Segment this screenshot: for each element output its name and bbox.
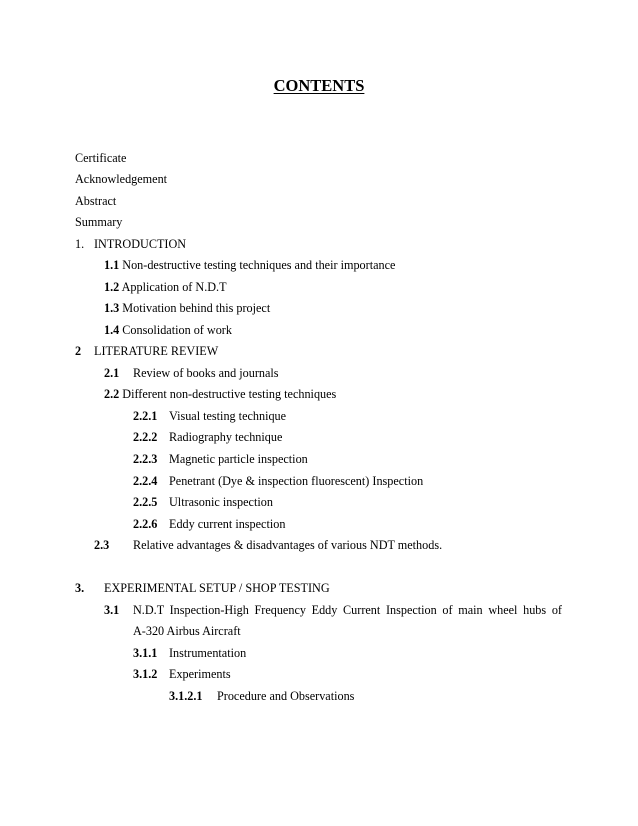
toc-entry-1-2 (104, 279, 227, 295)
section-number: 1.3 (104, 301, 120, 315)
toc-entry-2-2-2-number: 2.2.2 (133, 430, 158, 444)
section-title: Different non-destructive testing techniques (122, 387, 337, 401)
toc-entry-2-2-5-number: 2.2.5 (133, 495, 158, 509)
toc-entry-3-1-2-number: 3.1.2 (133, 667, 158, 681)
section-number: 1.2 (104, 280, 120, 294)
toc-entry-1-1 (104, 257, 395, 273)
toc-entry-2-2-5-title: Ultrasonic inspection (169, 495, 273, 509)
toc-entry-2-2-1-title: Visual testing technique (169, 409, 287, 423)
toc-entry-3-1-title-line2: A-320 Airbus Aircraft (133, 624, 241, 638)
section-title: Non-destructive testing techniques and their importance (122, 258, 396, 272)
toc-chapter-2-title: LITERATURE REVIEW (94, 344, 219, 358)
toc-entry-2-2-3-number: 2.2.3 (133, 452, 158, 466)
toc-entry-summary: Summary (75, 215, 123, 229)
toc-entry-2-2-3-title: Magnetic particle inspection (169, 452, 308, 466)
toc-entry-3-1-1-number: 3.1.1 (133, 646, 158, 660)
toc-chapter-1-title: INTRODUCTION (94, 237, 187, 251)
section-number: 1.1 (104, 258, 120, 272)
toc-entry-1-4 (104, 322, 232, 338)
toc-entry-2-2-4-number: 2.2.4 (133, 474, 158, 488)
section-number: 2.2 (104, 387, 120, 401)
toc-entry-2-2-4-title: Penetrant (Dye & inspection fluorescent) Inspection (169, 474, 424, 488)
toc-entry-2-1-title: Review of books and journals (133, 366, 279, 380)
toc-entry-certificate: Certificate (75, 151, 127, 165)
toc-entry-3-1-number: 3.1 (104, 603, 120, 617)
toc-entry-acknowledgement: Acknowledgement (75, 172, 168, 186)
toc-entry-3-1-2-1-title: Procedure and Observations (217, 689, 355, 703)
page-title: CONTENTS (273, 76, 365, 95)
section-title: Application of N.D.T (121, 280, 227, 294)
toc-entry-2-2 (104, 386, 336, 402)
toc-entry-2-3-number: 2.3 (94, 538, 110, 552)
toc-chapter-3-title: EXPERIMENTAL SETUP / SHOP TESTING (104, 581, 330, 595)
toc-entry-abstract: Abstract (75, 194, 117, 208)
section-number: 1.4 (104, 323, 120, 337)
section-title: Consolidation of work (122, 323, 232, 337)
toc-entry-2-1-number: 2.1 (104, 366, 120, 380)
toc-entry-2-2-6-title: Eddy current inspection (169, 517, 286, 531)
section-title: Motivation behind this project (122, 301, 271, 315)
toc-entry-1-3 (104, 300, 270, 316)
toc-entry-2-3-title: Relative advantages & disadvantages of various NDT methods. (133, 538, 443, 552)
toc-entry-3-1-2-title: Experiments (169, 667, 231, 681)
toc-chapter-1-number: 1. (75, 237, 85, 251)
toc-entry-3-1-title-line1: N.D.T Inspection-High Frequency Eddy Current Inspection of main wheel hubs of (133, 603, 562, 617)
toc-chapter-3-number: 3. (75, 581, 85, 595)
toc-entry-2-2-1-number: 2.2.1 (133, 409, 158, 423)
toc-entry-2-2-2-title: Radiography technique (169, 430, 283, 444)
toc-entry-2-2-6-number: 2.2.6 (133, 517, 158, 531)
toc-chapter-2-number: 2 (75, 344, 82, 358)
toc-entry-3-1-2-1-number: 3.1.2.1 (169, 689, 203, 703)
toc-entry-3-1-1-title: Instrumentation (169, 646, 247, 660)
